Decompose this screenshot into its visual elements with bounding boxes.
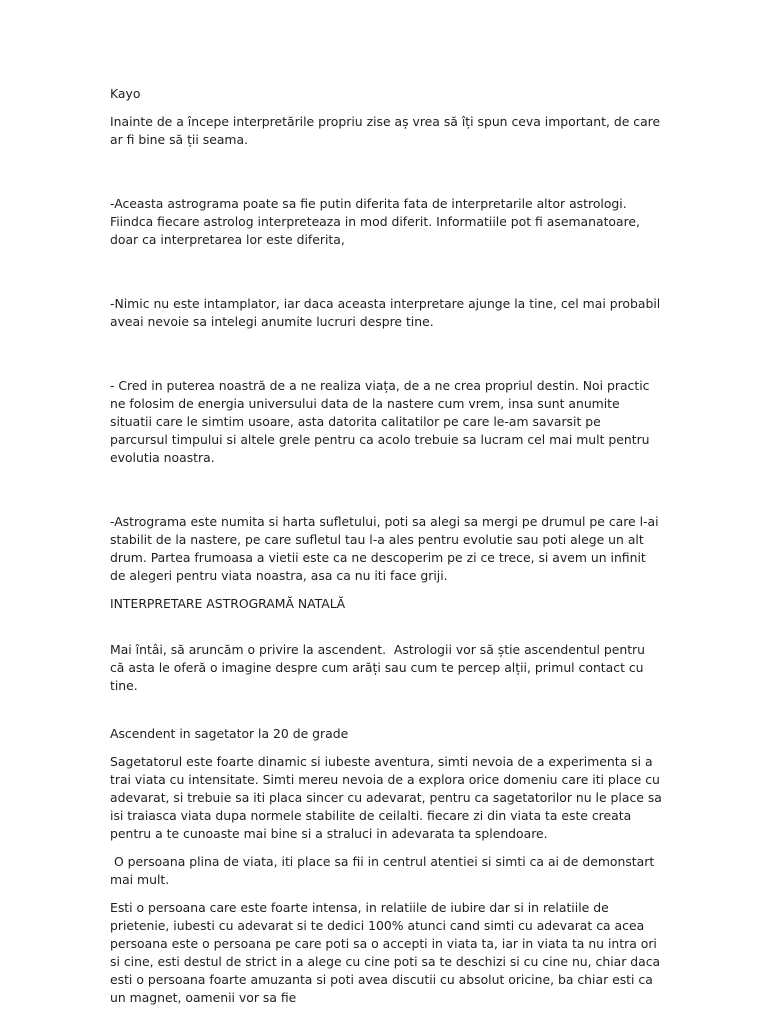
note-paragraph-3: - Cred in puterea noastră de a ne realiza viața, de a ne crea propriul destin. Noi practic ne folosim de energia universului data de la nastere cum vrem, insa sunt anumite situatii care le simtim usoare, asta datorita calitatilor pe care le-am savarsit pe parcursul timpului si altele grele pentru ca acolo trebuie sa lucram cel mai mult pentru evolutia noastra. (110, 378, 654, 465)
note-paragraph-1: -Aceasta astrograma poate sa fie putin diferita fata de interpretarile altor astrologi. Fiindca fiecare astrolog interpreteaza in mod diferit. Informatiile pot fi asemanatoare, doar ca interpretarea lor este diferita, (110, 196, 644, 247)
author-name: Kayo (110, 86, 141, 101)
section-heading: INTERPRETARE ASTROGRAMĂ NATALĂ (110, 596, 346, 611)
body-paragraph-2: O persoana plina de viata, iti place sa fii in centrul atentiei si simti ca ai de demonstart mai mult. (110, 854, 659, 887)
body-paragraph-3: Esti o persoana care este foarte intensa, in relatiile de iubire dar si in relatiile de prietenie, iubesti cu adevarat si te dedici 100% atunci cand simti cu adevarat ca acea persoana este o persoana pe care poti sa o accepti in viata ta, iar in viata ta nu intra ori si cine, esti destul de strict in a alege cu cine poti sa te deschizi si cu cine nu, chiar daca esti o persoana foarte amuzanta si poti avea discutii cu absolut oricine, ba chiar esti ca un magnet, oamenii vor sa fie (110, 900, 665, 1005)
note-paragraph-2: -Nimic nu este intamplator, iar daca aceasta interpretare ajunge la tine, cel mai probabil aveai nevoie sa intelegi anumite lucruri despre tine. (110, 296, 665, 329)
body-paragraph-1: Sagetatorul este foarte dinamic si iubeste aventura, simti nevoia de a experimenta si a trai viata cu intensitate. Simti mereu nevoia de a explora orice domeniu care iti place cu adevarat, si trebuie sa iti placa sincer cu adevarat, pentru ca sagetatorilor nu le place sa isi traiasca viata dupa normele stabilite de ceilalti. fiecare zi din viata ta este creata pentru a te cunoaste mai bine si a straluci in adevarata ta splendoare. (110, 754, 666, 841)
ascendant-subheading: Ascendent in sagetator la 20 de grade (110, 726, 349, 741)
document-body (110, 85, 666, 1007)
intro-paragraph: Inainte de a începe interpretările propriu zise aș vrea să îți spun ceva important, de care ar fi bine să ții seama. (110, 114, 665, 147)
ascendant-intro-paragraph: Mai întâi, să aruncăm o privire la ascendent. Astrologii vor să știe ascendentul pentru că asta le oferă o imagine despre cum arăți sau cum te percep alții, primul contact cu tine. (110, 642, 649, 693)
note-paragraph-4: -Astrograma este numita si harta sufletului, poti sa alegi sa mergi pe drumul pe care l-ai stabilit de la nastere, pe care sufletul tau l-a ales pentru evolutie sau poti alege un alt drum. Partea frumoasa a vietii este ca ne descoperim pe zi ce trece, si avem un infinit de alegeri pentru viata noastra, asa ca nu iti face griji. (110, 514, 663, 583)
